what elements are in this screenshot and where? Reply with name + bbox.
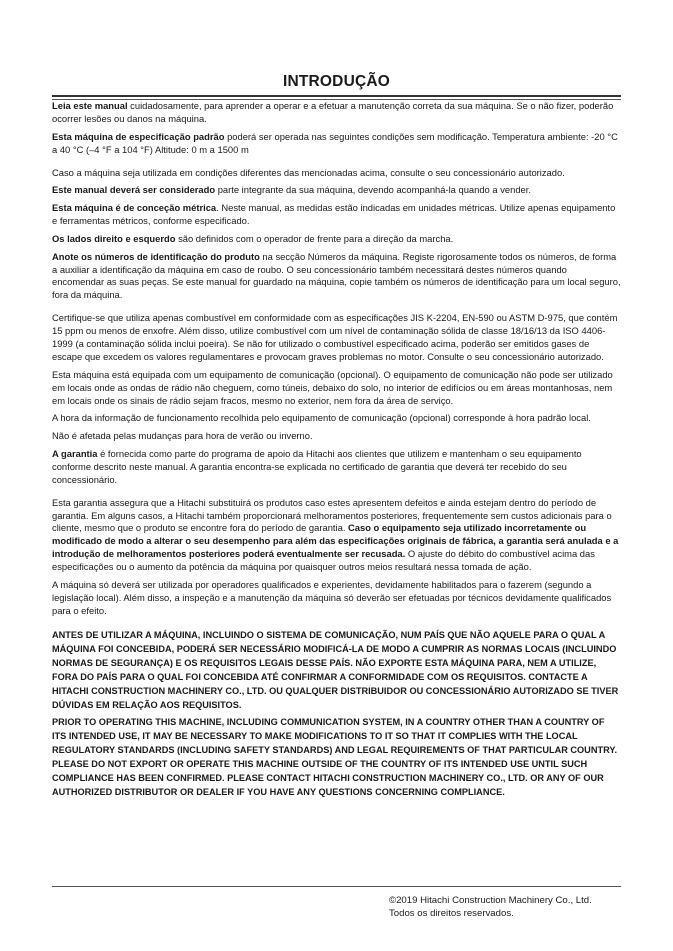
notice-english: PRIOR TO OPERATING THIS MACHINE, INCLUDING COMMUNICATION SYSTEM, IN A COUNTRY OTHER THAN A COUNTRY OF ITS INTENDED USE, IT MAY BE NECESSARY TO MAKE MODIFICATIONS TO IT SO THAT IT COMPLIES WITH THE LOCAL REGULATORY STANDARDS (INCLUDING SAFETY STANDARDS) AND LEGAL REQUIREMENTS OF THAT PARTICULAR COUNTRY. PLEASE DO NOT EXPORT OR OPERATE THIS MACHINE OUTSIDE OF THE COUNTRY OF ITS INTENDED USE UNTIL SUCH COMPLIANCE HAS BEEN CONFIRMED. PLEASE CONTACT HITACHI CONSTRUCTION MACHINERY CO., LTD. OR ANY OF OUR AUTHORIZED DISTRIBUTOR OR DEALER IF YOU HAVE ANY QUESTIONS CONCERNING COMPLIANCE. — [52, 716, 618, 797]
paragraph-text: poderá ser operada nas seguintes condições sem modificação. Temperatura ambiente: -20 °C a 40 °C (–4 °F a 104 °F) Altitude: 0 m a 1500 m — [52, 130, 618, 155]
paragraph-warranty — [52, 448, 621, 487]
paragraph-read-manual — [52, 100, 621, 126]
paragraph-fuel — [52, 312, 621, 364]
paragraph-text: parte integrante da sua máquina, devendo acompanhá-la quando a vender. — [215, 184, 531, 196]
paragraph-text: cuidadosamente, para aprender a operar e a efetuar a manutenção correta da sua máquina. Se o não fizer, poderão ocorrer lesões ou danos na máquina. — [52, 100, 614, 124]
paragraph-text: é fornecida como parte do programa de apoio da Hitachi aos clientes que utilizem e mantenham o seu equipamento conforme descrito neste manual. A garantia encontra-se explicada no certificado de garantia que deverá ter recebido do seu concessionário. — [52, 447, 582, 485]
paragraph-other-conditions — [52, 167, 621, 180]
paragraph-standard-spec — [52, 131, 621, 157]
paragraph-operators — [52, 579, 621, 618]
body-content — [52, 100, 621, 802]
paragraph-communication — [52, 369, 621, 408]
paragraph-lead: Este manual deverá ser considerado — [52, 184, 216, 196]
paragraph-text: A máquina só deverá ser utilizada por operadores qualificados e experientes, devidamente habilitados para o fazerem (segundo a legislação local). Além disso, a inspeção e a manutenção da máquina só deverão ser efetuadas por técnicos devidamente qualificados para o efeito. — [52, 579, 612, 616]
paragraph-identification — [52, 251, 621, 303]
paragraph-lead: Esta máquina de especificação padrão — [52, 130, 225, 142]
notice-portuguese: ANTES DE UTILIZAR A MÁQUINA, INCLUINDO O SISTEMA DE COMUNICAÇÃO, NUM PAÍS QUE NÃO AQUELE PARA O QUAL A MÁQUINA FOI CONCEBIDA, PODERÁ SER NECESSÁRIO MODIFICÁ-LA DE MODO A CUMPRIR AS NORMAS LOCAIS (INCLUINDO NORMAS DE SEGURANÇA) E OS REQUISITOS LEGAIS DESSE PAÍS. NÃO EXPORTE ESTA MÁQUINA PARA, NEM A UTILIZE, FORA DO PAÍS PARA O QUAL FOI CONCEBIDA ATÉ CONFIRMAR A CONFORMIDADE COM OS REQUISITOS. CONTACTE A HITACHI CONSTRUCTION MACHINERY CO., LTD. OU QUALQUER DISTRIBUIDOR OU CONCESSIONÁRIO AUTORIZADO SE TIVER DÚVIDAS EM RELAÇÃO AOS REQUISITOS. — [52, 629, 619, 710]
paragraph-manual-part — [52, 184, 621, 197]
paragraph-text: A hora da informação de funcionamento recolhida pelo equipamento de comunicação (opcional) corresponde à hora padrão local. — [52, 412, 591, 424]
paragraph-bold-warning: Caso o equipamento seja utilizado incorretamente ou modificado de modo a alterar o seu desempenho para além das especificações originais de fábrica, a garantia será anulada e a introdução de melhoramentos posteriores poderá eventualmente ser recusada. — [52, 522, 619, 560]
paragraph-text: O ajuste do débito do combustível acima das especificações ou o aumento da potência da máquina por quaisquer outros meios resultará nessa tomada de ação. — [52, 548, 595, 573]
paragraph-time-info — [52, 412, 621, 425]
paragraph-lead: A garantia — [52, 447, 98, 459]
footer-rule — [52, 886, 621, 887]
paragraph-lead: Leia este manual — [52, 100, 128, 111]
paragraph-text: Não é afetada pelas mudanças para hora de verão ou inverno. — [52, 430, 313, 442]
paragraph-lead: Anote os números de identificação do produto — [52, 250, 260, 262]
page-title: INTRODUÇÃO — [282, 73, 391, 90]
title-rule-thick — [52, 95, 621, 97]
paragraph-dst — [52, 430, 621, 443]
paragraph-text: Esta garantia assegura que a Hitachi substituirá os produtos caso estes apresentem defeitos e ainda estejam dentro do período de garantia. Em alguns casos, a Hitachi também proporcionará melhoramentos posteriores, frequentemente sem custos adicionais para o cliente, mesmo que o produto se encontre fora do período de garantia. — [52, 496, 612, 534]
paragraph-text: Esta máquina está equipada com um equipamento de comunicação (opcional). O equipamento de comunicação não pode ser utilizado em locais onde as ondas de rádio não cheguem, como túneis, debaixo do solo, no interior de edifícios ou em áreas montanhosas, nem em locais onde os sinais de rádio sejam fracos, mesmo no exterior, nem fora da área de serviço. — [52, 368, 613, 406]
paragraph-lead: Os lados direito e esquerdo — [52, 232, 176, 244]
paragraph-text: . Neste manual, as medidas estão indicadas em unidades métricas. Utilize apenas equipamento e ferramentas métricos, conforme especificado. — [52, 202, 616, 227]
footer — [389, 894, 592, 921]
paragraph-metric — [52, 202, 621, 228]
copyright-text: ©2019 Hitachi Construction Machinery Co., Ltd. — [389, 895, 592, 906]
rights-text: Todos os direitos reservados. — [389, 908, 514, 920]
paragraph-sides — [52, 233, 621, 246]
paragraph-lead: Esta máquina é de conceção métrica — [52, 202, 217, 214]
paragraph-text: Caso a máquina seja utilizada em condições diferentes das mencionadas acima, consulte o seu concessionário autorizado. — [52, 166, 565, 178]
paragraph-text: Certifique-se que utiliza apenas combustível em conformidade com as especificações JIS K-2204, EN-590 ou ASTM D-975, que contém 15 ppm ou menos de enxofre. Além disso, utilize combustível com um nível de contaminação sólida de classe 18/16/13 da ISO 4406-1999 (a contaminação sólida inclui poeira). Se não for utilizado o combustível especificado acima, poderão ser emitidos gases de escape que excedem os valores regulamentares e provocam graves problemas no motor. Consulte o seu concessionário autorizado. — [52, 312, 618, 362]
paragraph-text: na secção Números da máquina. Registe rigorosamente todos os números, de forma a auxiliar a identificação da máquina em caso de roubo. O seu concessionário também necessitará destes números quando encomendar as suas peças. Se este manual for guardado na máquina, copie também os números de identificação para um local seguro, fora da máquina. — [52, 250, 621, 301]
paragraph-warranty-terms — [52, 497, 621, 574]
paragraph-text: são definidos com o operador de frente para a direção da marcha. — [175, 232, 454, 244]
